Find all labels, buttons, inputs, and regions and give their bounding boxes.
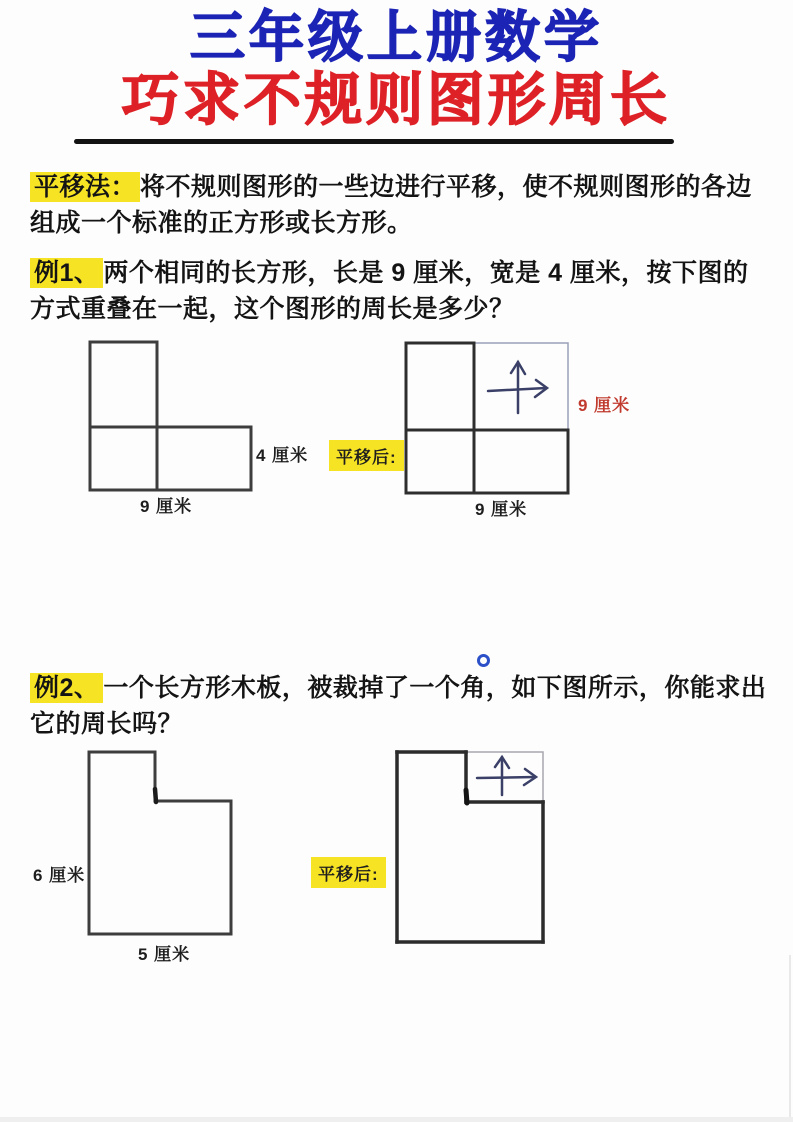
example1-text: 两个相同的长方形，长是 9 厘米，宽是 4 厘米，按下图的方式重叠在一起，这个图形的周长是多少？	[30, 259, 749, 323]
vertical-rectangle-outline	[90, 342, 157, 490]
example2-paragraph	[30, 670, 770, 742]
translated-thin-outline	[397, 752, 543, 942]
method-paragraph	[30, 169, 770, 241]
translated-thin-outline	[406, 343, 568, 493]
ink-blob	[155, 789, 156, 802]
example1-width-dimension: 9 厘米	[140, 497, 193, 516]
page-title-line1: 三年级上册数学	[189, 6, 603, 68]
example1-after-translate-label: 平移后:	[329, 440, 404, 471]
blue-ring-marker	[477, 654, 490, 667]
example1-height-dimension: 4 厘米	[256, 446, 309, 465]
method-text: 将不规则图形的一些边进行平移，使不规则图形的各边组成一个标准的正方形或长方形。	[30, 173, 753, 237]
example2-height-dimension: 6 厘米	[33, 866, 86, 885]
horizontal-rectangle-outline	[90, 427, 251, 490]
notched-rectangle-outline	[89, 752, 231, 934]
example1-after-figure	[398, 337, 588, 517]
example1-side-dimension-red: 9 厘米	[578, 396, 631, 415]
square-thick-edges	[406, 343, 568, 493]
page-right-edge	[789, 955, 791, 1122]
example2-label: 例2、	[30, 673, 103, 703]
example2-width-dimension: 5 厘米	[138, 945, 191, 964]
example2-after-figure	[390, 745, 555, 955]
page-title-line2: 巧求不规则图形周长	[122, 68, 671, 132]
page-bottom-edge	[0, 1117, 793, 1122]
translate-arrows-icon	[477, 757, 536, 795]
example1-label: 例1、	[30, 258, 103, 288]
title-block	[0, 6, 793, 132]
title-underline	[74, 139, 674, 144]
example1-paragraph	[30, 255, 770, 327]
example2-after-translate-label: 平移后:	[311, 857, 386, 888]
example1-before-figure	[84, 337, 284, 517]
example2-text: 一个长方形木板，被裁掉了一个角，如下图所示，你能求出它的周长吗？	[30, 674, 767, 738]
ink-blob	[466, 790, 467, 803]
example1-bottom-dimension: 9 厘米	[475, 500, 528, 519]
translate-arrows-icon	[488, 362, 547, 413]
example2-before-figure	[82, 745, 252, 950]
rectangle-thick-edges	[397, 752, 543, 942]
method-label: 平移法：	[30, 172, 140, 202]
